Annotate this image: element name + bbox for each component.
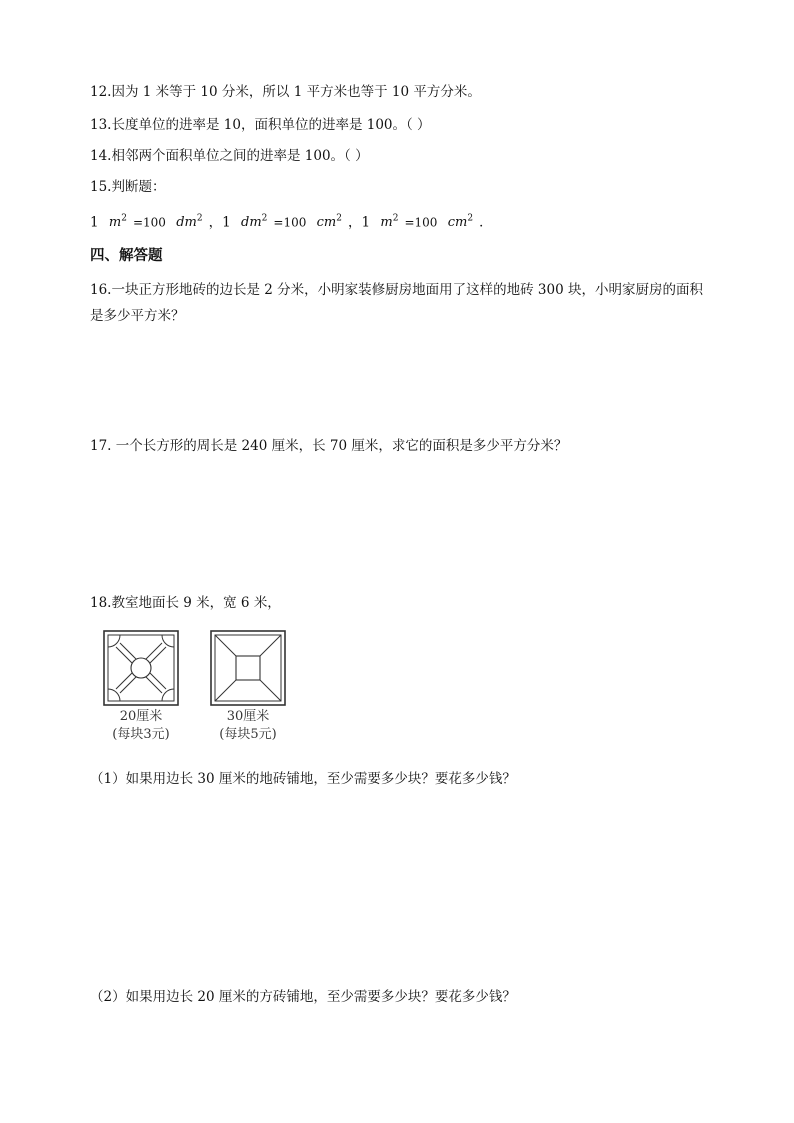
tile-size-label: 20厘米	[119, 709, 163, 724]
tile-20cm-caption	[96, 708, 186, 743]
unit-square-decimeter: $dm^2$	[176, 214, 203, 231]
unit-square-meter: $m^2$	[108, 214, 127, 231]
question-15-formula	[90, 214, 493, 231]
formula-eq: =100	[132, 215, 166, 230]
formula-sep: ，1	[208, 214, 231, 231]
question-17: 17. 一个长方形的周长是 240 厘米，长 70 厘米，求它的面积是多少平方分米？	[90, 438, 568, 454]
question-13: 13.长度单位的进率是 10，面积单位的进率是 100。（ ）	[90, 117, 431, 133]
formula-eq: =100	[273, 215, 307, 230]
question-12: 12.因为 1 米等于 10 分米，所以 1 平方米也等于 10 平方分米。	[90, 84, 481, 100]
tile-30cm-caption	[203, 708, 293, 743]
question-16: 16.一块正方形地砖的边长是 2 分米，小明家装修厨房地面用了这样的地砖 300 块，小明家厨房的面积是多少平方米？	[90, 282, 703, 324]
question-18-part-2: （2）如果用边长 20 厘米的方砖铺地，至少需要多少块？要花多少钱？	[90, 989, 516, 1005]
formula-sep: ，1	[348, 214, 371, 231]
tile-size-label: 30厘米	[226, 709, 270, 724]
unit-square-centimeter: $cm^2$	[316, 214, 342, 231]
question-15: 15.判断题：	[90, 179, 166, 195]
formula-one: 1	[90, 214, 99, 231]
tile-30cm-image	[210, 630, 286, 706]
tile-price-label: (每块3元)	[112, 726, 170, 742]
question-14: 14.相邻两个面积单位之间的进率是 100。（ ）	[90, 148, 369, 164]
unit-square-decimeter: $dm^2$	[241, 214, 268, 231]
tile-20cm-image	[103, 630, 179, 706]
section-title: 四、解答题	[90, 248, 163, 264]
formula-eq: =100	[404, 215, 438, 230]
question-18: 18.教室地面长 9 米，宽 6 米，	[90, 595, 281, 611]
unit-square-meter: $m^2$	[380, 214, 399, 231]
unit-square-centimeter: $cm^2$	[447, 214, 474, 231]
formula-end: ．	[479, 214, 493, 231]
tile-price-label: (每块5元)	[219, 726, 277, 742]
question-18-part-1: （1）如果用边长 30 厘米的地砖铺地，至少需要多少块？要花多少钱？	[90, 771, 516, 787]
